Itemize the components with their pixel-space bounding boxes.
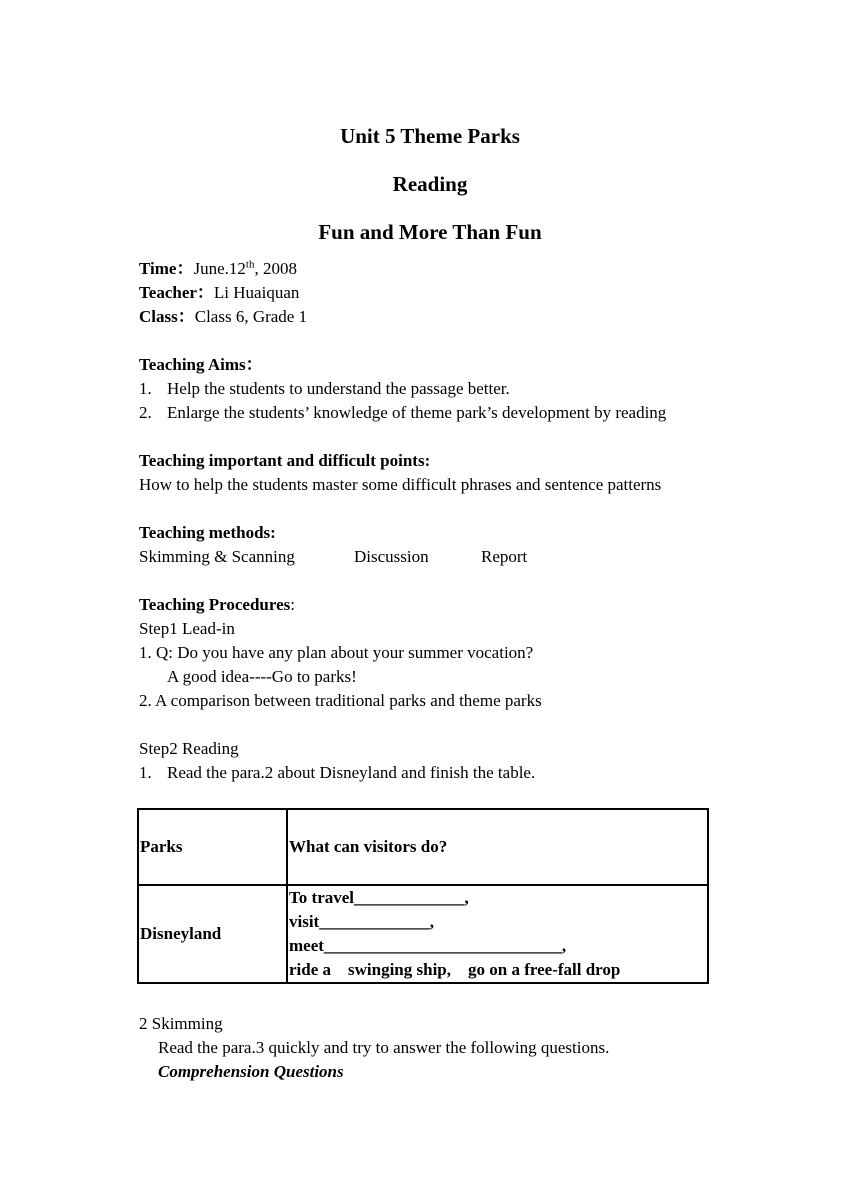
time-value-pre: June.12 (193, 259, 246, 278)
procedures-colon: : (290, 595, 296, 614)
class-label: Class： (139, 307, 195, 326)
disneyland-table (137, 808, 709, 984)
comprehension-heading: Comprehension Questions (158, 1062, 344, 1081)
time-label: Time： (139, 259, 194, 278)
table-cell-park: Disneyland (138, 885, 287, 983)
activity-line: visit_____________, (289, 912, 434, 931)
step2-item-number: 1. (139, 763, 152, 782)
method-item: Report (481, 547, 528, 566)
step2-heading: Step2 Reading (139, 739, 239, 758)
class-line (139, 305, 307, 329)
aim-text: Enlarge the students’ knowledge of theme park’s development by reading (167, 403, 667, 422)
skimming-heading: 2 Skimming (139, 1014, 223, 1033)
table-header-activities: What can visitors do? (287, 809, 708, 885)
unit-title: Unit 5 Theme Parks (340, 124, 520, 148)
step2-item-text: Read the para.2 about Disneyland and finish the table. (167, 763, 536, 782)
aims-heading: Teaching Aims： (139, 355, 263, 374)
teacher-line (139, 281, 299, 305)
step1-answer: A good idea----Go to parks! (167, 667, 357, 686)
section-title: Reading (392, 172, 468, 196)
class-value: Class 6, Grade 1 (194, 307, 308, 326)
procedures-heading-line (139, 593, 295, 617)
teacher-label: Teacher： (139, 283, 214, 302)
points-heading: Teaching important and difficult points: (139, 451, 431, 470)
aim-number: 1. (139, 379, 152, 398)
lesson-title: Fun and More Than Fun (318, 220, 542, 244)
time-value-sup: th (245, 258, 255, 271)
step1-heading: Step1 Lead-in (139, 619, 235, 638)
methods-list (139, 545, 527, 569)
methods-heading: Teaching methods: (139, 523, 276, 542)
activity-line: meet____________________________, (289, 936, 567, 955)
teacher-value: Li Huaiquan (213, 283, 300, 302)
step1-question: 1. Q: Do you have any plan about your summer vocation? (139, 643, 534, 662)
aim-number: 2. (139, 403, 152, 422)
points-text: How to help the students master some difficult phrases and sentence patterns (139, 475, 662, 494)
table-header-parks: Parks (138, 809, 287, 885)
table-cell-activities (287, 885, 708, 983)
time-line (139, 257, 297, 281)
method-item: Discussion (354, 547, 429, 566)
method-item: Skimming & Scanning (139, 547, 295, 566)
activity-line: To travel_____________, (289, 888, 469, 907)
table-row (138, 809, 708, 885)
activity-line: ride a swinging ship, go on a free-fall drop (289, 960, 621, 979)
procedures-heading: Teaching Procedures (139, 595, 291, 614)
aim-text: Help the students to understand the passage better. (167, 379, 510, 398)
skimming-text: Read the para.3 quickly and try to answer the following questions. (158, 1038, 610, 1057)
step1-comparison: 2. A comparison between traditional parks and theme parks (139, 691, 542, 710)
time-value-post: , 2008 (254, 259, 297, 278)
table-row (138, 885, 708, 983)
